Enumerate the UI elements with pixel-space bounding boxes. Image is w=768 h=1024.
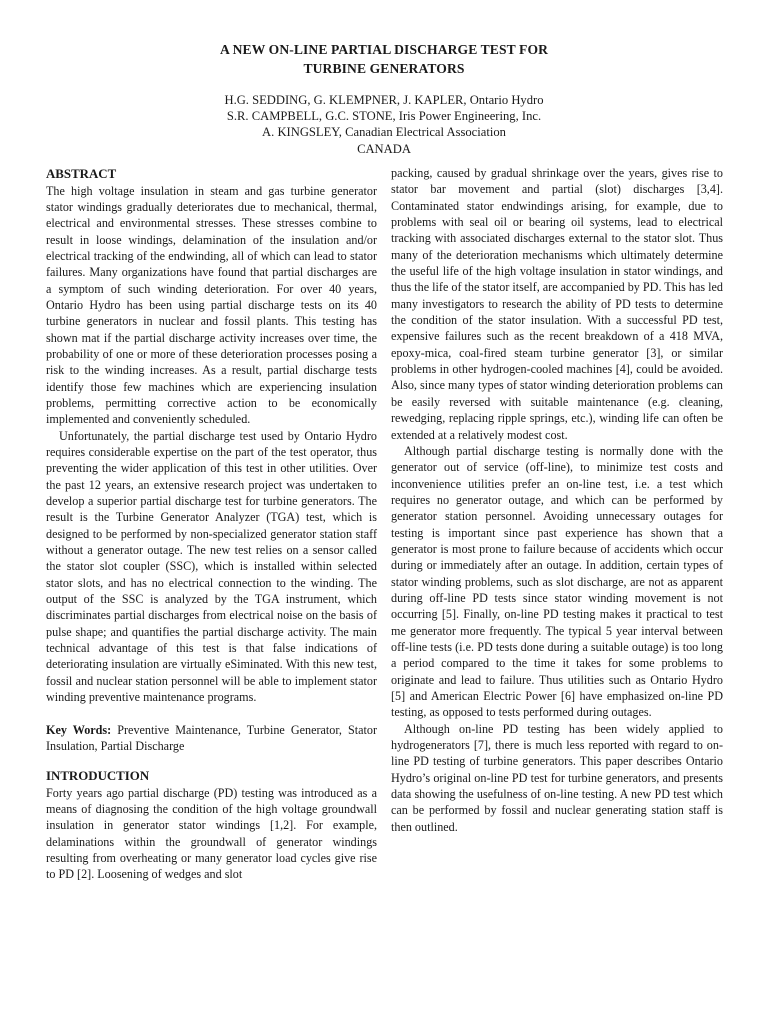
keywords [46,722,377,755]
keywords-label: Key Words: [46,722,112,737]
author-block [0,92,768,157]
spacer [46,754,377,768]
paper-title [0,40,768,78]
paper-header [0,40,768,157]
author-line-3: A. KINGSLEY, Canadian Electrical Association [262,125,506,140]
abstract-heading: ABSTRACT [46,167,117,181]
right-column [391,165,723,835]
left-column [46,166,377,883]
abstract-paragraph-1: The high voltage insulation in steam and gas turbine generator stator windings gradually deteriorates due to mechanical, thermal, electrical and environmental stresses. These stresses combine to result in loose windings, delamination of the insulation and/or electrical tracking of the endwinding, all of which can lead to stator failures. Many organizations have found that partial discharges are a symptom of such winding deterioration. For over 40 years, Ontario Hydro has been using partial discharge tests on its 40 turbine generators in nuclear and fossil plants. This testing has shown mat if the partial discharge activity increases over time, the probability of one or more of these deterioration processes posing a risk to the winding increases. As a result, partial discharge tests identify those few machines which are experiencing insulation problems, permitting corrective action to be economically implemented and conveniently scheduled. [46,183,377,427]
introduction-paragraph-2: Although partial discharge testing is normally done with the generator out of service (off-line), to minimize test costs and inconvenience utilities prefer an on-line test, i.e. a test which requires no generator outage, and which can be performed by generator station personnel. Avoiding unnecessary outages for testing is important since past experience has shown that a generator is most prone to failure because of accidents which occur during or immediately after an outage. In addition, certain types of stator winding problems, such as slot discharge, are not as apparent during off-line PD tests since stator winding movement is not occurring [5]. Finally, on-line PD testing makes it practical to test me generator more frequently. The typical 5 year interval between off-line tests (i.e. PD tests done during a suitable outage) is too long a period compared to the time it takes for some problems to originate and lead to failure. Thus utilities such as Ontario Hydro [5] and American Electric Power [6] have emphasized on-line PD testing, as opposed to tests performed during outages. [391,443,723,720]
introduction-heading: INTRODUCTION [46,769,150,784]
author-line-2: S.R. CAMPBELL, G.C. STONE, Iris Power Engineering, Inc. [226,109,542,124]
introduction-paragraph-1: Forty years ago partial discharge (PD) testing was introduced as a means of diagnosing the condition of the high voltage groundwall insulation in generator stator windings [1,2]. For example, delaminations within the groundwall of generator windings resulting from overheating or many generator load cycles give rise to PD [2]. Loosening of wedges and slot [46,785,377,882]
title-line-1: A NEW ON-LINE PARTIAL DISCHARGE TEST FOR [219,42,549,57]
introduction-paragraph-1-continued: packing, caused by gradual shrinkage over the years, gives rise to stator bar movement and partial (slot) discharges [3,4]. Contaminated stator endwindings arising, for example, due to problems with seal oil or bearing oil systems, lead to electrical tracking with associated discharges external to the stator slot. Thus many of the deterioration mechanisms which ultimately determine the useful life of the high voltage insulation in stator windings, and thus the life of the stator itself, are accompanied by PD. This has led many investigators to research the ability of PD tests to determine the condition of the stator insulation. With a successful PD test, expensive failures such as the recent breakdown of a 418 MVA, epoxy-mica, coal-fired steam turbine generator [3], or similar problems in other hydrogen-cooled machines [4], could be avoided. Also, since many types of stator winding deterioration problems can be easily reversed with suitable maintenance (e.g. cleaning, rewedging, replacing ripple springs, etc.), winding life can often be extended at a relatively modest cost. [391,166,723,442]
introduction-paragraph-3: Although on-line PD testing has been widely applied to hydrogenerators [7], there is much less reported with regard to on-line PD testing of turbine generators. This paper describes Ontario Hydro’s original on-line PD test for turbine generators, and presents data showing the usefulness of on-line testing. A new PD test which can be performed by fossil and nuclear generating station staff is then outlined. [391,721,723,834]
author-line-1: H.G. SEDDING, G. KLEMPNER, J. KAPLER, Ontario Hydro [224,93,544,107]
spacer [46,706,377,722]
abstract-paragraph-2: Unfortunately, the partial discharge test used by Ontario Hydro requires considerable expertise on the part of the test operator, thus preventing the wider application of this test in other utilities. Over the past 12 years, an extensive research project was undertaken to develop a superior partial discharge test for turbine generators. The result is the Turbine Generator Analyzer (TGA) test, which is designed to be performed by non-specialized generator station staff without a generator outage. The new test relies on a sensor called the stator slot coupler (SSC), which is installed within selected stator slots, and has no electrical connection to the winding. The output of the SSC is analyzed by the TGA instrument, which discriminates partial discharges from electrical noise on the basis of pulse shape; and quantifies the partial discharge activity. The main technical advantage of this test is that false indications of deteriorating insulation are virtually eSiminated. With this new test, fossil and nuclear station personnel will be able to implement stator winding preventive maintenance programs. [46,428,377,705]
keywords-text: Preventive Maintenance, Turbine Generator, Stator Insulation, Partial Discharge [46,722,377,753]
author-country: CANADA [357,141,411,156]
title-line-2: TURBINE GENERATORS [303,61,465,76]
